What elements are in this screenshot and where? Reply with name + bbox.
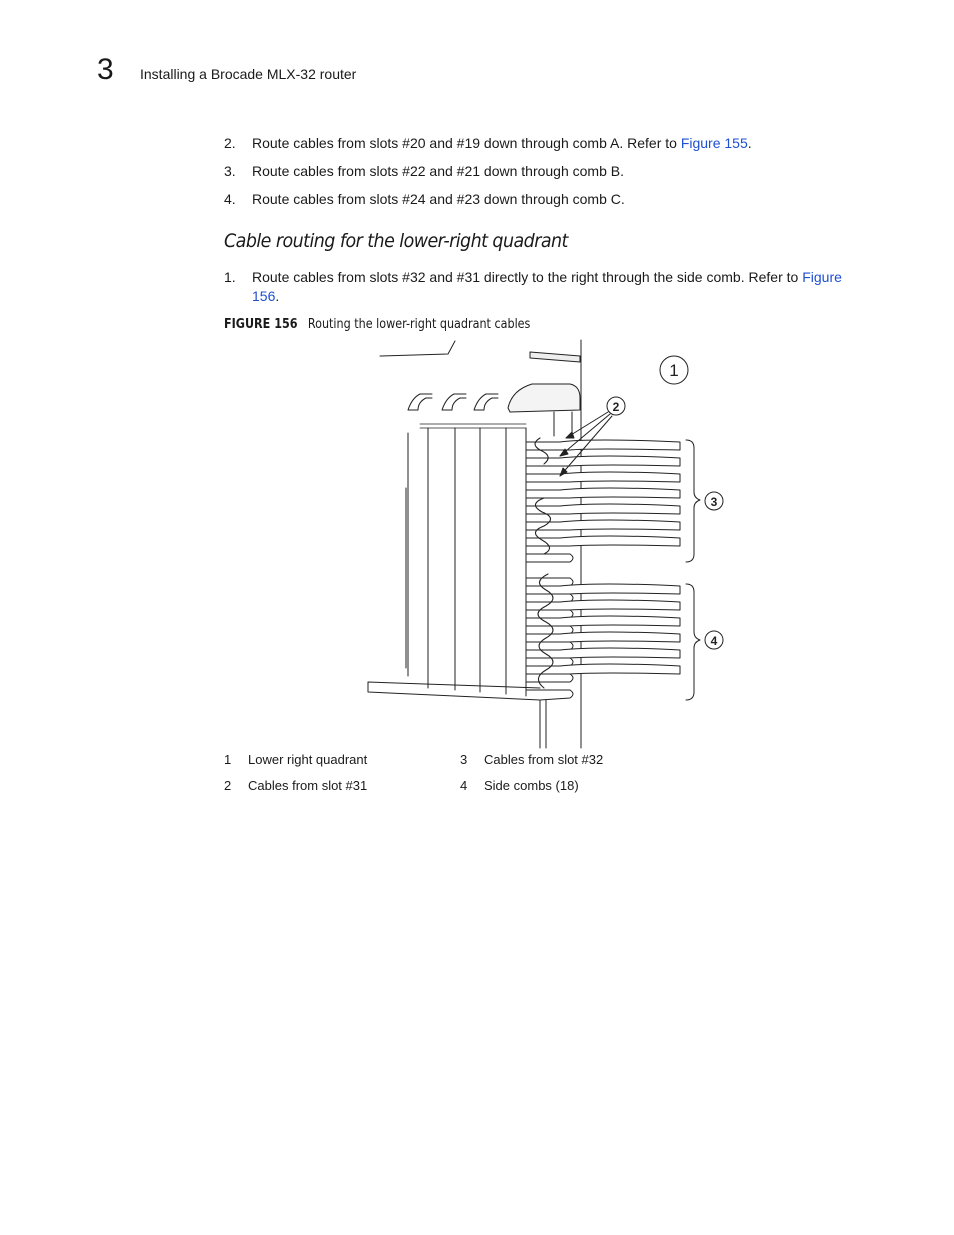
pointer-line <box>380 341 455 356</box>
lower-cable-group <box>526 578 680 700</box>
svg-text:1: 1 <box>669 361 679 380</box>
legend-number: 3 <box>460 752 468 767</box>
comb-hook <box>408 394 432 410</box>
upper-cable-group <box>526 440 680 562</box>
chapter-number: 3 <box>97 53 114 86</box>
bracket-slot32 <box>686 440 700 562</box>
legend-text: Side combs (18) <box>484 778 579 793</box>
step-2 <box>224 134 844 153</box>
svg-text:3: 3 <box>710 495 718 509</box>
step-number: 4. <box>224 191 236 207</box>
figure-155-link[interactable]: Figure 155 <box>680 135 748 151</box>
figure-caption <box>224 317 530 333</box>
svg-text:4: 4 <box>710 634 718 648</box>
callout-4 <box>705 631 723 649</box>
comb-hook <box>442 394 466 410</box>
step-number: 3. <box>224 163 236 179</box>
comb-hook <box>474 394 498 410</box>
legend-text: Lower right quadrant <box>248 752 368 767</box>
step-text: Route cables from slots #32 and #31 directly to the right through the side comb. Refer to Figure 156. <box>252 269 842 304</box>
figure-156-link[interactable]: Figure 156 <box>252 269 842 304</box>
legend-text: Cables from slot #31 <box>248 778 368 793</box>
step-number: 2. <box>224 135 236 151</box>
svg-text:2: 2 <box>612 400 620 414</box>
legend-number: 4 <box>460 778 468 793</box>
step-text: Route cables from slots #24 and #23 down through comb C. <box>252 191 625 207</box>
figure-label: FIGURE 156 <box>224 317 298 332</box>
figure-title: Routing the lower-right quadrant cables <box>307 317 531 332</box>
hood <box>508 384 580 412</box>
legend-text: Cables from slot #32 <box>484 752 604 767</box>
step-text: Route cables from slots #20 and #19 down through comb A. Refer to Figure 155. <box>252 135 752 151</box>
chapter-title: Installing a Brocade MLX-32 router <box>140 66 357 82</box>
section-step-1 <box>224 268 844 306</box>
callout-3 <box>705 492 723 510</box>
cable-routing-illustration <box>360 338 730 750</box>
callout-1 <box>660 356 688 384</box>
callout-2 <box>607 397 625 415</box>
chassis-base <box>368 682 540 700</box>
legend-number: 1 <box>224 752 232 767</box>
bracket-side-combs <box>686 584 700 700</box>
step-number: 1. <box>224 269 236 285</box>
legend-number: 2 <box>224 778 232 793</box>
step-4 <box>224 190 844 209</box>
top-cap <box>530 352 580 362</box>
section-title: Cable routing for the lower-right quadrant <box>224 230 568 252</box>
step-text: Route cables from slots #22 and #21 down through comb B. <box>252 163 624 179</box>
step-3 <box>224 162 844 181</box>
